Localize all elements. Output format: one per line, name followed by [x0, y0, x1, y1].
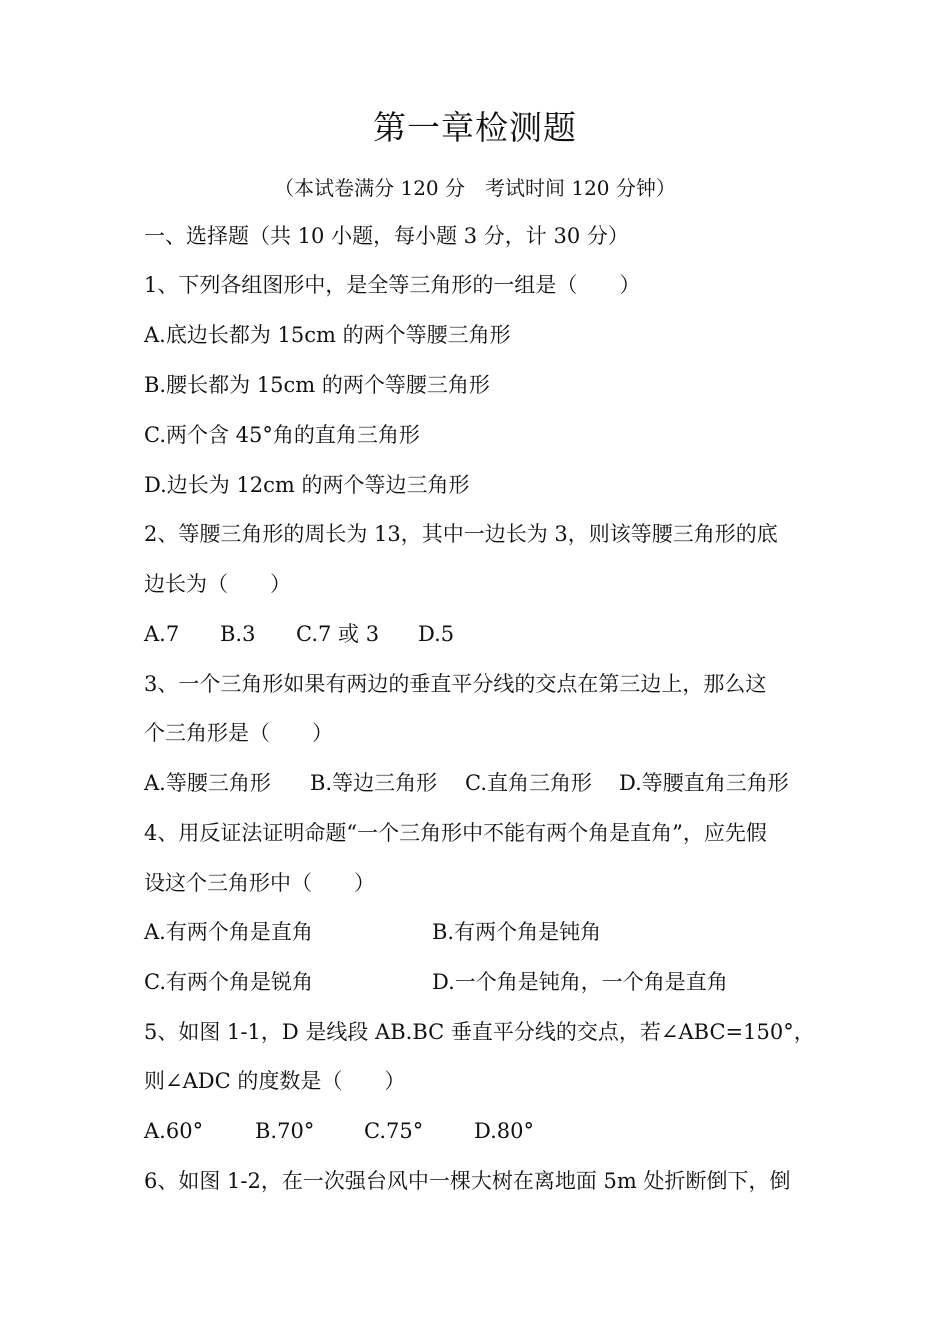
question-1-stem: 1、下列各组图形中，是全等三角形的一组是（ ） [144, 273, 641, 297]
question-3-option-a: A.等腰三角形 [144, 771, 271, 795]
question-4-option-a: A.有两个角是直角 [144, 920, 313, 944]
question-2-option-a: A.7 [144, 622, 180, 646]
question-5-option-d: D.80° [474, 1119, 534, 1143]
question-5-option-c: C.75° [364, 1119, 424, 1143]
question-2-option-b: B.3 [220, 622, 256, 646]
question-2-option-d: D.5 [418, 622, 455, 646]
question-2-stem-continued: 边长为（ ） [144, 572, 291, 596]
section-heading: 一、选择题（共 10 小题，每小题 3 分，计 30 分） [144, 224, 629, 248]
question-5-option-a: A.60° [144, 1119, 204, 1143]
question-6-stem: 6、如图 1-2，在一次强台风中一棵大树在离地面 5m 处折断倒下，倒 [144, 1169, 791, 1193]
question-5-stem: 5、如图 1-1，D 是线段 AB.BC 垂直平分线的交点，若∠ABC=150°， [144, 1020, 815, 1044]
question-5-stem-continued: 则∠ADC 的度数是（ ） [144, 1069, 406, 1093]
question-3-stem-continued: 个三角形是（ ） [144, 721, 333, 745]
question-2-option-c: C.7 或 3 [296, 622, 380, 646]
page-title: 第一章检测题 [373, 108, 577, 147]
question-4-option-b: B.有两个角是钝角 [432, 920, 602, 944]
question-4-stem: 4、用反证法证明命题“一个三角形中不能有两个角是直角”，应先假 [144, 821, 767, 845]
question-1-option-c: C.两个含 45°角的直角三角形 [144, 423, 420, 447]
question-3-option-c: C.直角三角形 [465, 771, 592, 795]
question-5-option-b: B.70° [255, 1119, 315, 1143]
question-4-option-d: D.一个角是钝角，一个角是直角 [432, 970, 728, 994]
question-2-stem: 2、等腰三角形的周长为 13，其中一边长为 3，则该等腰三角形的底 [144, 522, 778, 546]
page-subtitle: （本试卷满分 120 分 考试时间 120 分钟） [274, 176, 676, 200]
question-1-option-b: B.腰长都为 15cm 的两个等腰三角形 [144, 373, 490, 397]
question-1-option-a: A.底边长都为 15cm 的两个等腰三角形 [144, 323, 511, 347]
question-3-option-b: B.等边三角形 [310, 771, 438, 795]
question-3-stem: 3、一个三角形如果有两边的垂直平分线的交点在第三边上，那么这 [144, 672, 767, 696]
question-3-option-d: D.等腰直角三角形 [619, 771, 789, 795]
question-1-option-d: D.边长为 12cm 的两个等边三角形 [144, 473, 470, 497]
question-4-option-c: C.有两个角是锐角 [144, 970, 313, 994]
question-4-stem-continued: 设这个三角形中（ ） [144, 871, 375, 895]
